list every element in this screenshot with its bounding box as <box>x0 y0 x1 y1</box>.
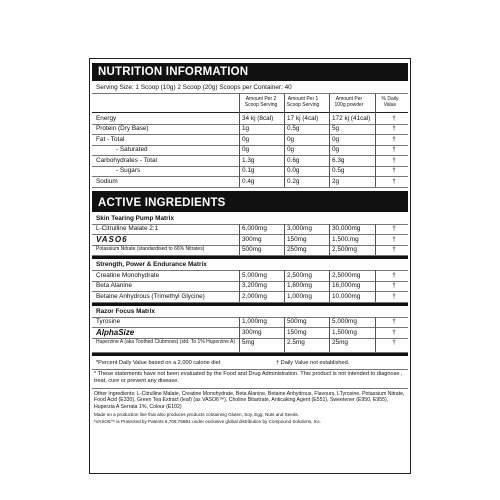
ingredient-label: Huperzine A (aka Toothed Clubmoss) (std. To 1% Huperzine A) <box>96 339 236 345</box>
row-divider <box>92 187 408 188</box>
ingredient-amount: 2,5000mg <box>332 271 361 279</box>
column-divider <box>284 317 285 328</box>
column-divider <box>284 224 285 235</box>
column-divider <box>329 166 330 177</box>
nutrient-value: 1.3g <box>242 156 255 164</box>
fda-disclaimer: * These statements have not been evaluated by the Food and Drug Administration. This product is not intended to diagnose , treat, cure or prevent any disease. <box>94 370 403 384</box>
ingredient-amount: 2,000mg <box>242 292 267 300</box>
column-divider <box>329 145 330 156</box>
column-divider <box>329 338 330 352</box>
divider <box>92 93 408 94</box>
ingredient-amount: 1,000mg <box>242 318 267 325</box>
ingredient-label: Betaine Anhydrous (Trimethyl Glycine) <box>96 292 205 300</box>
ingredient-amount: 2,500mg <box>287 271 312 279</box>
patent-note: ¹VASO6™ is Protected by Patents 6,706,756B1 under exclusive global distribution by Compound Solutions, Inc. <box>94 418 322 424</box>
daily-value-mark: † <box>392 225 396 232</box>
column-divider <box>329 270 330 281</box>
ingredient-label: L-Citrulline Malate 2:1 <box>96 225 159 232</box>
column-divider <box>239 317 240 328</box>
nutrient-value: 0g <box>332 135 340 143</box>
divider <box>92 388 408 389</box>
col-header-1-scoop: Amount Per 1 Scoop Serving <box>286 96 320 108</box>
ingredient-amount: 150mg <box>287 235 307 243</box>
column-divider <box>329 234 330 245</box>
column-divider <box>284 113 285 124</box>
ingredient-amount: 3,200mg <box>242 282 267 289</box>
section-divider <box>92 353 408 356</box>
nutrient-value: 0g <box>287 146 295 153</box>
daily-value-mark: † <box>392 328 396 336</box>
nutrient-value: 34 kj (8cal) <box>242 114 274 122</box>
ingredient-amount: 5,000mg <box>242 271 267 279</box>
column-divider <box>284 145 285 156</box>
column-divider <box>329 245 330 256</box>
column-divider <box>329 113 330 124</box>
daily-value-mark: † <box>392 318 396 325</box>
nutrient-value: 1g <box>242 125 250 132</box>
nutrient-label: Energy <box>96 114 117 122</box>
column-divider <box>284 134 285 145</box>
column-divider <box>284 155 285 166</box>
column-divider <box>239 245 240 256</box>
other-ingredients: Other Ingredients: L-Citrulline Malate, Creatine Monohydrate, Beta Alanine, Betaine Anhydrous, Flavours, LTyrosine, Potassium Nitrate, Food Acid (E330), Green Tea Extract (leaf) (as VASO6™), Choline Bitartrate, Anticaking Agent (E551), Sweetener (E950, E955), Huperzia A Serrata 1%, Colour (E102) <box>94 390 405 410</box>
nutrient-value: 6.3g <box>332 156 345 164</box>
ingredient-label: Creatine Monohydrate <box>96 271 160 279</box>
column-divider <box>329 94 330 113</box>
ingredient-amount: 10,000mg <box>332 292 361 300</box>
column-divider <box>239 270 240 281</box>
column-divider <box>375 124 376 135</box>
nutrient-value: 0.6g <box>287 156 300 164</box>
column-divider <box>284 291 285 302</box>
column-divider <box>329 224 330 235</box>
section-title: Strength, Power & Endurance Matrix <box>96 261 207 268</box>
nutrient-value: 172 kj (41cal) <box>332 114 371 122</box>
column-divider <box>239 145 240 156</box>
column-divider <box>375 94 376 113</box>
ingredient-amount: 3,000mg <box>287 225 312 232</box>
column-divider <box>239 327 240 338</box>
column-divider <box>329 327 330 338</box>
daily-value-mark: † <box>392 292 396 300</box>
column-divider <box>284 270 285 281</box>
nutrient-value: 0g <box>287 135 295 143</box>
supplement-facts-panel <box>89 58 411 474</box>
column-divider <box>375 270 376 281</box>
divider <box>92 112 408 113</box>
column-divider <box>284 124 285 135</box>
section-title: Skin Tearing Pump Matrix <box>96 214 175 222</box>
daily-value-mark: † <box>392 146 396 153</box>
ingredient-amount: 300mg <box>242 328 262 336</box>
ingredient-amount: 16,000mg <box>332 282 361 289</box>
col-header-daily-value: % Daily Value <box>381 96 399 108</box>
nutrient-value: 0.5g <box>287 125 300 132</box>
divider <box>92 369 408 370</box>
column-divider <box>329 317 330 328</box>
nutrient-value: 0.2g <box>287 177 300 185</box>
nutrient-value: 0g <box>242 146 250 153</box>
daily-value-mark: † <box>392 339 396 346</box>
column-divider <box>329 134 330 145</box>
column-divider <box>239 134 240 145</box>
ingredient-amount: 500mg <box>287 318 307 325</box>
ingredient-amount: 1,500mg <box>332 328 357 336</box>
column-divider <box>239 176 240 187</box>
daily-value-mark: † <box>392 167 396 174</box>
column-divider <box>375 281 376 292</box>
column-divider <box>239 166 240 177</box>
nutrient-value: 2g <box>332 177 340 185</box>
column-divider <box>284 338 285 352</box>
section-title: Razor Focus Matrix <box>96 307 155 315</box>
daily-value-note: † Daily Value not established. <box>276 359 350 366</box>
nutrient-value: 0.4g <box>242 177 255 185</box>
ingredient-amount: 30,000mg <box>332 225 361 232</box>
daily-value-mark: † <box>392 177 396 185</box>
column-divider <box>239 291 240 302</box>
ingredient-amount: 2.5mg <box>287 339 305 346</box>
column-divider <box>375 134 376 145</box>
column-divider <box>375 234 376 245</box>
column-divider <box>284 234 285 245</box>
nutrient-value: 0.0g <box>287 167 300 174</box>
ingredient-amount: 1,600mg <box>287 282 312 289</box>
nutrient-label: - Sugars <box>116 167 141 174</box>
section-divider <box>92 303 408 306</box>
allergen-note: Made on a production line that also produces products containing Gluten, Soy, Egg, Nuts and Seeds. <box>94 411 299 417</box>
column-divider <box>239 124 240 135</box>
column-divider <box>329 281 330 292</box>
nutrient-value: 5g <box>332 125 340 132</box>
ingredient-label: Beta Alanine <box>96 282 132 289</box>
nutrient-value: 0g <box>332 146 340 153</box>
column-divider <box>375 145 376 156</box>
ingredient-amount: 150mg <box>287 328 307 336</box>
column-divider <box>329 291 330 302</box>
daily-value-mark: † <box>392 156 396 164</box>
ingredient-label: AlphaSize <box>96 327 135 337</box>
nutrient-label: Protein (Dry Base) <box>96 125 149 132</box>
column-divider <box>375 155 376 166</box>
column-divider <box>375 245 376 256</box>
column-divider <box>329 124 330 135</box>
serving-size: Serving Size: 1 Scoop (10g) 2 Scoop (20g) Scoops per Container: 40 <box>96 84 292 91</box>
nutrient-label: Fat - Total <box>96 135 125 143</box>
column-divider <box>284 281 285 292</box>
column-divider <box>239 234 240 245</box>
column-divider <box>239 155 240 166</box>
ingredient-label: VASO6 <box>96 234 128 244</box>
column-divider <box>375 224 376 235</box>
column-divider <box>375 317 376 328</box>
daily-value-mark: † <box>392 235 396 243</box>
column-divider <box>375 327 376 338</box>
nutrient-label: - Saturated <box>116 146 148 153</box>
active-title: ACTIVE INGREDIENTS <box>92 194 408 212</box>
ingredient-amount: 6,000mg <box>242 225 267 232</box>
section-divider <box>92 256 408 259</box>
column-divider <box>239 113 240 124</box>
daily-value-mark: † <box>392 125 396 132</box>
daily-value-mark: † <box>392 135 396 143</box>
ingredient-amount: 250mg <box>287 246 307 253</box>
ingredient-label: Potassium Nitrate (standardised to 66% Nitrates) <box>96 246 205 252</box>
column-divider <box>284 166 285 177</box>
ingredient-label: Tyrosine <box>96 318 121 325</box>
nutrient-value: 0.5g <box>332 167 345 174</box>
nutrient-value: 0g <box>242 135 250 143</box>
nutrient-label: Sodium <box>96 177 118 185</box>
column-divider <box>284 94 285 113</box>
column-divider <box>329 155 330 166</box>
column-divider <box>284 176 285 187</box>
ingredient-amount: 2,500mg <box>332 246 357 253</box>
column-divider <box>239 224 240 235</box>
ingredient-amount: 1,000mg <box>287 292 312 300</box>
ingredient-amount: 300mg <box>242 235 262 243</box>
ingredient-amount: 1,500,mg <box>332 235 359 243</box>
column-divider <box>375 291 376 302</box>
column-divider <box>239 94 240 113</box>
daily-value-mark: † <box>392 246 396 253</box>
nutrient-value: 0.1g <box>242 167 255 174</box>
col-header-100g: Amount Per 100g powder <box>334 96 364 108</box>
percent-note: *Percent Daily Value based on a 2,000 calorie diet <box>96 359 221 366</box>
daily-value-mark: † <box>392 271 396 279</box>
daily-value-mark: † <box>392 282 396 289</box>
column-divider <box>375 166 376 177</box>
column-divider <box>239 338 240 352</box>
nutrient-value: 17 kj (4cal) <box>287 114 319 122</box>
ingredient-amount: 5,000mg <box>332 318 357 325</box>
nutrient-label: Carbohydrates - Total <box>96 156 157 164</box>
column-divider <box>284 245 285 256</box>
row-divider <box>92 134 408 135</box>
daily-value-mark: † <box>392 114 396 122</box>
column-divider <box>375 176 376 187</box>
column-divider <box>239 281 240 292</box>
ingredient-amount: 25mg <box>332 339 348 346</box>
col-header-2-scoop: Amount Per 2 Scoop Serving <box>244 96 278 108</box>
column-divider <box>375 113 376 124</box>
nutrition-title: NUTRITION INFORMATION <box>92 63 408 81</box>
ingredient-amount: 500mg <box>242 246 262 253</box>
column-divider <box>329 176 330 187</box>
column-divider <box>375 338 376 352</box>
column-divider <box>284 327 285 338</box>
ingredient-amount: 5mg <box>242 339 255 346</box>
